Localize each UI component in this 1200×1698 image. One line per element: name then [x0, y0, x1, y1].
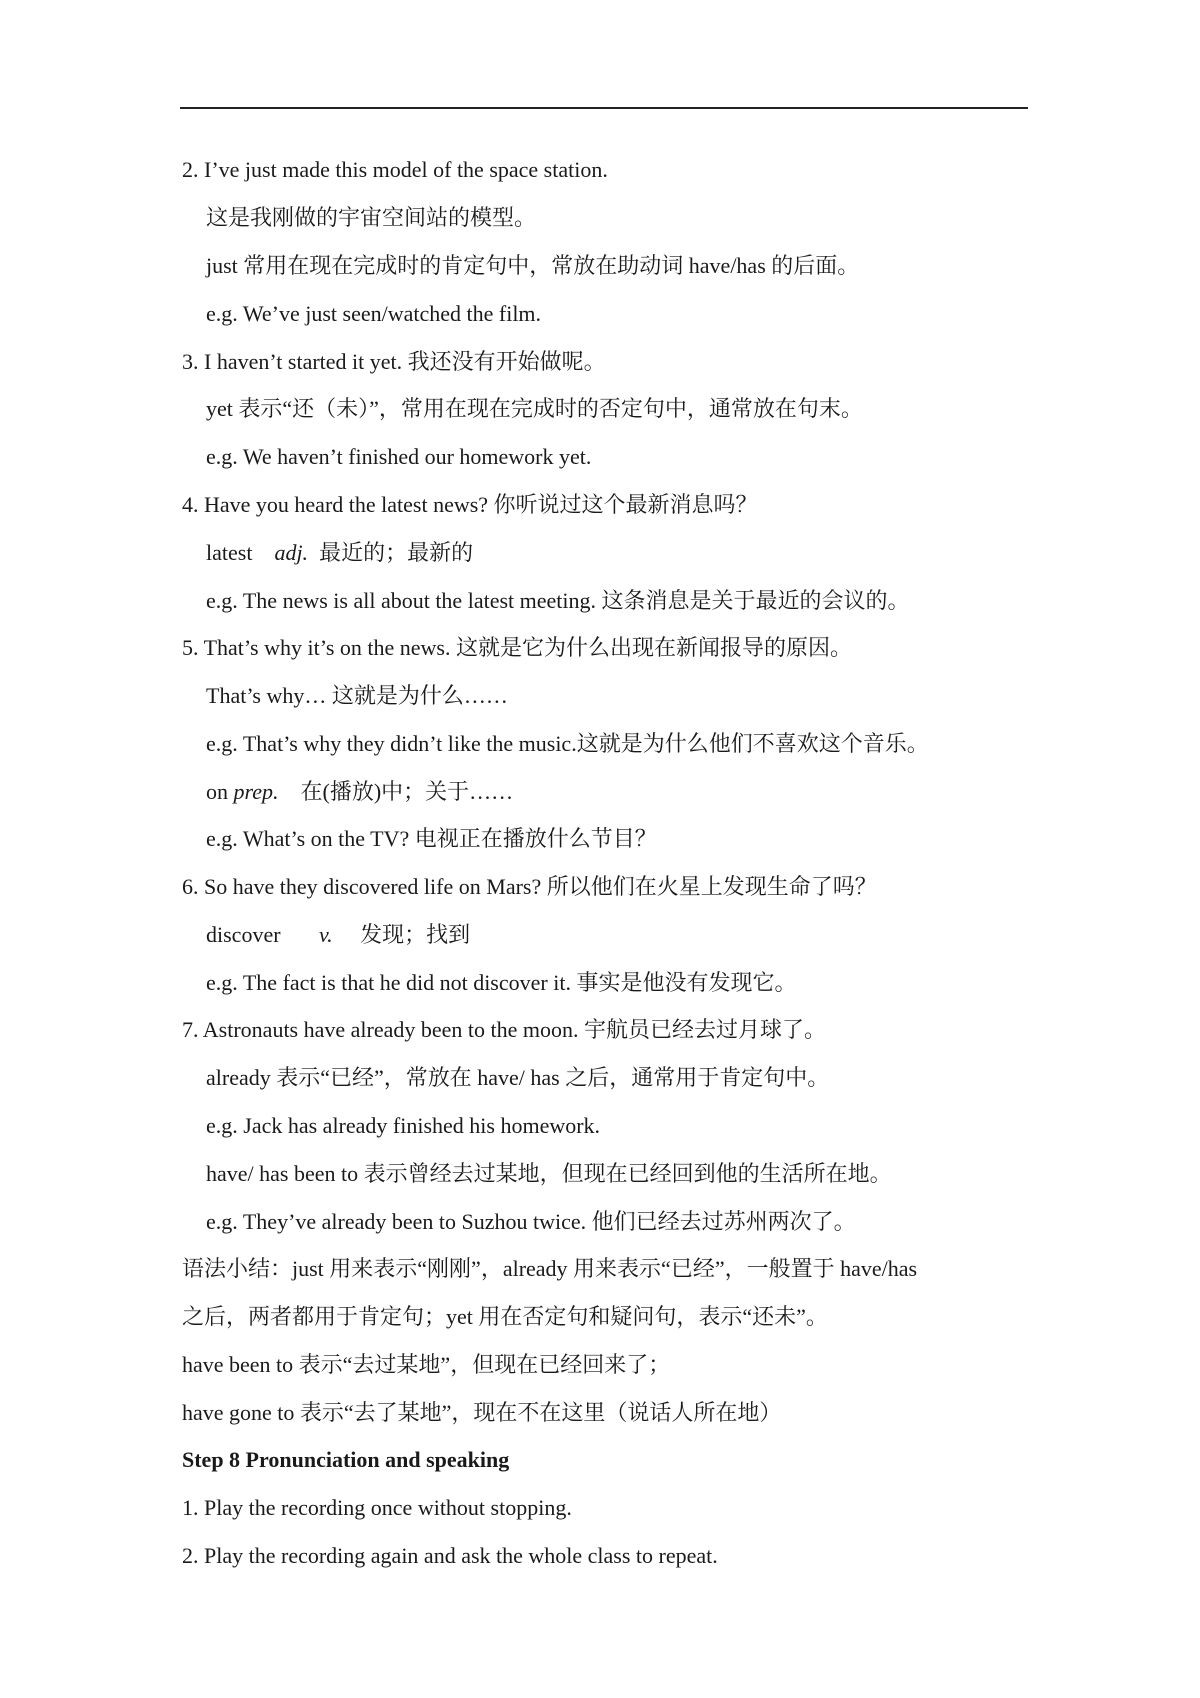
entry-pos: v.: [319, 922, 333, 947]
entry-meaning: 最近的；最新的: [319, 540, 474, 565]
note-2-translation: 这是我刚做的宇宙空间站的模型。: [206, 205, 537, 230]
grammar-summary-3: have been to 表示“去过某地”，但现在已经回来了；: [182, 1352, 671, 1377]
note-6-example: e.g. The fact is that he did not discover it. 事实是他没有发现它。: [206, 970, 797, 995]
note-6-sentence: 6. So have they discovered life on Mars? 所以他们在火星上发现生命了吗？: [182, 874, 877, 899]
note-5-explanation: That’s why… 这就是为什么……: [206, 683, 508, 708]
word-entry-discover: [206, 922, 470, 948]
note-5-sentence: 5. That’s why it’s on the news. 这就是它为什么出现在新闻报导的原因。: [182, 635, 852, 660]
entry-pos: adj.: [274, 540, 309, 565]
grammar-summary-2: 之后，两者都用于肯定句；yet 用在否定句和疑问句，表示“还未”。: [182, 1304, 828, 1329]
grammar-summary-1: 语法小结：just 用来表示“刚刚”，already 用来表示“已经”，一般置于 have/has: [182, 1256, 918, 1281]
note-3-example: e.g. We haven’t finished our homework yet.: [206, 444, 592, 469]
grammar-summary-4: have gone to 表示“去了某地”，现在不在这里（说话人所在地）: [182, 1400, 782, 1425]
note-7-explanation: already 表示“已经”，常放在 have/ has 之后，通常用于肯定句中。: [206, 1065, 830, 1090]
note-7-example: e.g. Jack has already finished his homework.: [206, 1113, 601, 1138]
step-8-heading: Step 8 Pronunciation and speaking: [182, 1447, 510, 1472]
note-3-sentence: 3. I haven’t started it yet. 我还没有开始做呢。: [182, 349, 606, 374]
note-4-sentence: 4. Have you heard the latest news? 你听说过这个最新消息吗？: [182, 492, 758, 517]
note-7-example-2: e.g. They’ve already been to Suzhou twice. 他们已经去过苏州两次了。: [206, 1209, 856, 1234]
entry-word: latest: [206, 540, 253, 565]
note-4-example: e.g. The news is all about the latest meeting. 这条消息是关于最近的会议的。: [206, 588, 910, 613]
entry-word: discover: [206, 922, 281, 947]
note-7-explanation-2: have/ has been to 表示曾经去过某地，但现在已经回到他的生活所在地。: [206, 1161, 892, 1186]
step-8-item-2: 2. Play the recording again and ask the whole class to repeat.: [182, 1543, 718, 1568]
note-2-explanation: just 常用在现在完成时的肯定句中，常放在助动词 have/has 的后面。: [206, 253, 860, 278]
note-2-sentence: 2. I’ve just made this model of the space station.: [182, 157, 608, 182]
entry-meaning: 发现；找到: [360, 922, 471, 947]
note-5-example-2: e.g. What’s on the TV? 电视正在播放什么节目？: [206, 826, 657, 851]
entry-pos: prep.: [233, 779, 279, 804]
step-8-item-1: 1. Play the recording once without stopping.: [182, 1495, 572, 1520]
note-2-example: e.g. We’ve just seen/watched the film.: [206, 301, 542, 326]
note-7-sentence: 7. Astronauts have already been to the moon. 宇航员已经去过月球了。: [182, 1017, 827, 1042]
entry-word: on: [206, 779, 228, 804]
word-entry-latest: [206, 540, 473, 566]
note-5-example: e.g. That’s why they didn’t like the music.这就是为什么他们不喜欢这个音乐。: [206, 731, 929, 756]
word-entry-on: [206, 779, 513, 805]
entry-meaning: 在(播放)中；关于……: [300, 779, 514, 804]
note-3-explanation: yet 表示“还（未）”，常用在现在完成时的否定句中，通常放在句末。: [206, 396, 863, 421]
